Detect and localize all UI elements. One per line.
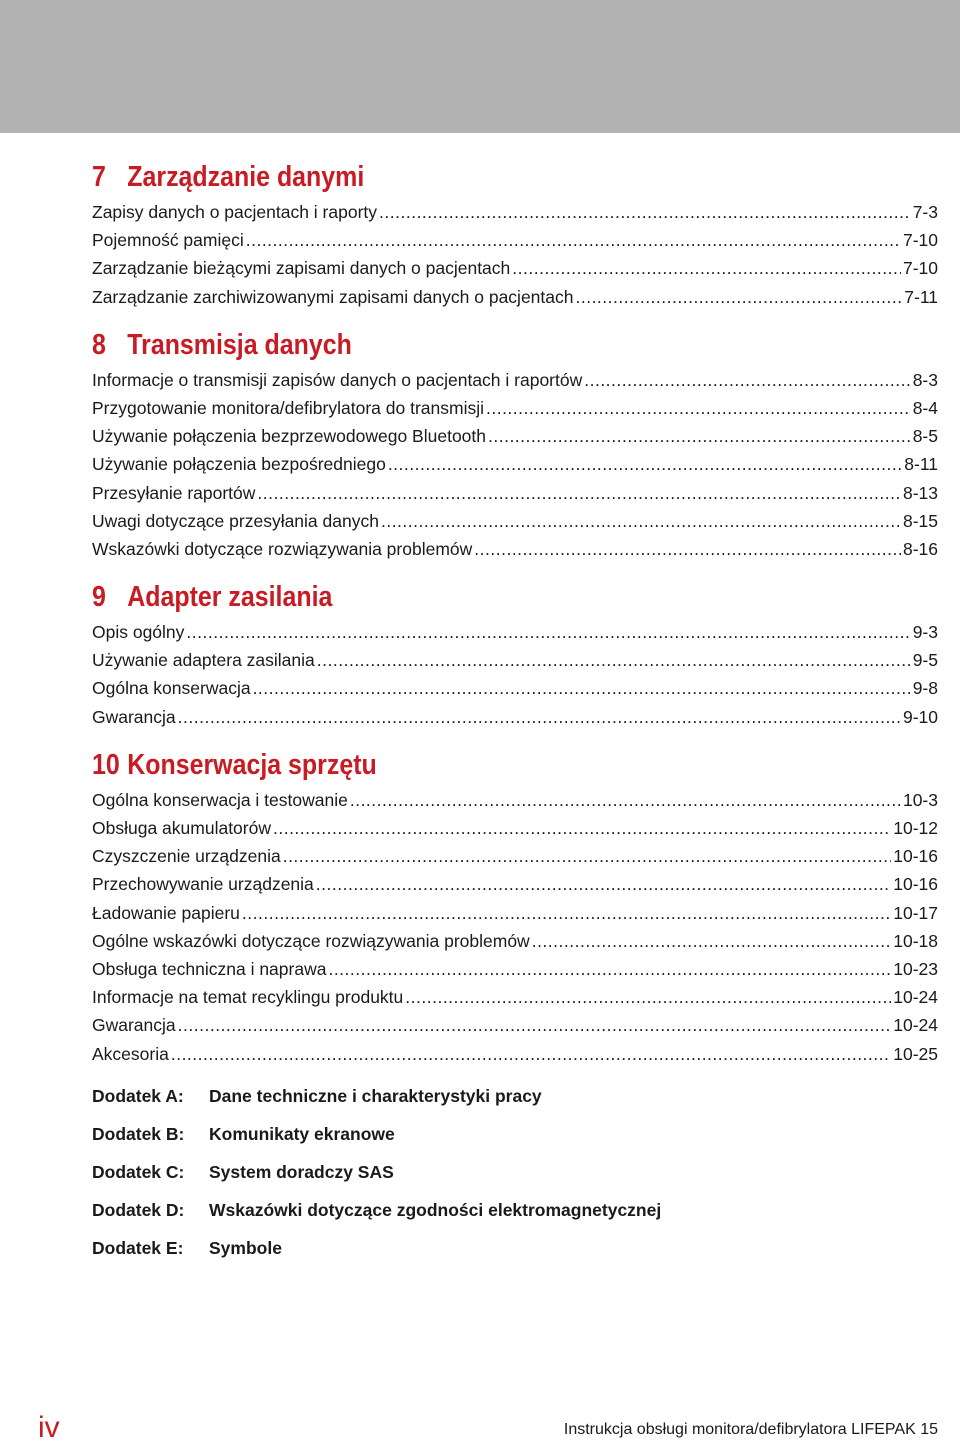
toc-entry[interactable] (92, 927, 938, 955)
toc-entry[interactable] (92, 646, 938, 674)
chapter-number: 8 (92, 328, 106, 361)
appendix-label: Dodatek A: (92, 1086, 184, 1106)
toc-entry-title[interactable]: Opis ogólny (92, 622, 185, 643)
toc-entry-title[interactable]: Używanie połączenia bezpośredniego (92, 454, 386, 475)
toc-entry-page[interactable]: 10-17 (893, 902, 938, 923)
dot-leader (171, 1040, 891, 1068)
appendix-entry[interactable] (92, 1233, 938, 1271)
chapter-9 (92, 578, 938, 731)
toc-entry-title[interactable]: Ogólne wskazówki dotyczące rozwiązywania problemów (92, 930, 530, 951)
toc-entry-page[interactable]: 10-12 (893, 818, 938, 838)
appendix-title[interactable]: Dane techniczne i charakterystyki pracy (209, 1086, 542, 1106)
appendix-label: Dodatek C: (92, 1162, 185, 1182)
chapter-title: Zarządzanie danymi (127, 161, 365, 193)
toc-entry[interactable] (92, 870, 938, 898)
toc-entry-title[interactable]: Ogólna konserwacja i testowanie (92, 789, 348, 810)
toc-entry[interactable] (92, 198, 938, 226)
toc-entry-page[interactable]: 7-3 (912, 202, 938, 222)
dot-leader (178, 1011, 892, 1039)
appendix-label: Dodatek D: (92, 1200, 185, 1220)
dot-leader (178, 703, 901, 731)
toc-entry[interactable] (92, 983, 938, 1011)
toc-entry-page[interactable]: 8-16 (902, 538, 938, 559)
dot-leader (381, 507, 901, 535)
dot-leader (350, 786, 901, 814)
toc-entry-page[interactable]: 10-24 (893, 1015, 938, 1036)
chapter-number: 10 (92, 748, 120, 781)
toc-entry-page[interactable]: 8-4 (912, 397, 938, 418)
chapter-10 (92, 746, 938, 1068)
toc-entry[interactable] (92, 394, 938, 422)
toc-entry[interactable] (92, 450, 938, 478)
toc-entry-title[interactable]: Gwarancja (92, 706, 176, 727)
toc-entry-page[interactable]: 10-18 (893, 930, 938, 951)
toc-entry-page[interactable]: 9-3 (912, 622, 938, 643)
dot-leader (474, 535, 901, 563)
dot-leader (512, 254, 901, 282)
appendix-entry[interactable] (92, 1195, 938, 1233)
toc-entry-page[interactable]: 8-13 (902, 482, 938, 503)
dot-leader (257, 479, 901, 507)
appendix-title[interactable]: Symbole (209, 1238, 282, 1258)
toc-entry[interactable] (92, 535, 938, 563)
dot-leader (379, 198, 911, 226)
appendix-title[interactable]: Wskazówki dotyczące zgodności elektromagnetycznej (209, 1200, 662, 1220)
toc-entry-title[interactable]: Informacje o transmisji zapisów danych o pacjentach i raportów (92, 369, 583, 390)
toc-entry-title[interactable]: Uwagi dotyczące przesyłania danych (92, 510, 379, 531)
appendix-title[interactable]: System doradczy SAS (209, 1162, 394, 1182)
chapter-7 (92, 158, 938, 311)
chapter-number: 7 (92, 161, 106, 193)
chapter-heading (92, 158, 820, 196)
dot-leader (388, 450, 902, 478)
dot-leader (405, 983, 891, 1011)
toc-entry-page[interactable]: 7-10 (902, 258, 938, 279)
toc-entry[interactable] (92, 283, 938, 311)
toc-entry[interactable] (92, 226, 938, 254)
toc-entry[interactable] (92, 814, 938, 842)
toc-entry-page[interactable]: 7-10 (902, 230, 938, 251)
toc-entry[interactable] (92, 1040, 938, 1068)
toc-entry-page[interactable]: 10-24 (893, 987, 938, 1008)
dot-leader (328, 955, 891, 983)
toc-entry-title[interactable]: Akcesoria (92, 1043, 169, 1064)
toc-entry-page[interactable]: 10-16 (893, 846, 938, 867)
toc-entry-title[interactable]: Obsługa akumulatorów (92, 818, 271, 838)
toc-entry-title[interactable]: Obsługa techniczna i naprawa (92, 958, 327, 979)
chapter-heading (92, 746, 820, 784)
toc-entry-title[interactable]: Ładowanie papieru (92, 902, 240, 923)
appendix-entry[interactable] (92, 1081, 938, 1119)
header-band (0, 0, 960, 133)
toc-entry[interactable] (92, 366, 938, 394)
table-of-contents (92, 158, 938, 1068)
toc-entry-page[interactable]: 9-8 (912, 678, 938, 699)
dot-leader (486, 394, 911, 422)
toc-entry-title[interactable]: Gwarancja (92, 1015, 176, 1036)
toc-entry-title[interactable]: Czyszczenie urządzenia (92, 846, 281, 867)
toc-entry-page[interactable]: 8-5 (912, 426, 938, 447)
footer-document-title: Instrukcja obsługi monitora/defibrylatora LIFEPAK 15 (563, 1421, 938, 1438)
dot-leader (584, 366, 910, 394)
chapter-number: 9 (92, 581, 106, 614)
appendix-list (92, 1081, 938, 1271)
dot-leader (273, 814, 891, 842)
toc-entry-title[interactable]: Zarządzanie zarchiwizowanymi zapisami danych o pacjentach (92, 286, 574, 307)
toc-entry-page[interactable]: 9-5 (912, 650, 938, 671)
toc-entry-page[interactable]: 8-15 (902, 510, 938, 531)
toc-entry[interactable] (92, 422, 938, 450)
toc-entry-title[interactable]: Zapisy danych o pacjentach i raporty (92, 202, 378, 222)
toc-entry[interactable] (92, 254, 938, 282)
toc-entry[interactable] (92, 1011, 938, 1039)
dot-leader (575, 283, 902, 311)
toc-entry-title[interactable]: Pojemność pamięci (92, 230, 244, 251)
dot-leader (532, 927, 892, 955)
chapter-heading (92, 578, 820, 616)
chapter-title: Transmisja danych (127, 328, 352, 361)
toc-entry-page[interactable]: 10-16 (893, 874, 938, 895)
dot-leader (316, 870, 891, 898)
toc-entry-page[interactable]: 10-23 (893, 958, 938, 979)
toc-entry-title[interactable]: Używanie połączenia bezprzewodowego Bluetooth (92, 426, 486, 447)
dot-leader (283, 842, 892, 870)
toc-entry[interactable] (92, 899, 938, 927)
toc-entry[interactable] (92, 786, 938, 814)
appendix-label: Dodatek B: (92, 1124, 185, 1144)
toc-entry[interactable] (92, 618, 938, 646)
toc-entry-page[interactable]: 8-11 (904, 454, 938, 475)
appendix-entry[interactable] (92, 1157, 938, 1195)
toc-entry-page[interactable]: 10-3 (902, 789, 938, 810)
toc-entry-title[interactable]: Przesyłanie raportów (92, 482, 256, 503)
chapter-title: Adapter zasilania (127, 581, 333, 614)
chapter-heading (92, 326, 820, 364)
toc-entry[interactable] (92, 842, 938, 870)
appendix-label: Dodatek E: (92, 1238, 184, 1258)
toc-entry-title[interactable]: Przechowywanie urządzenia (92, 874, 314, 895)
dot-leader (246, 226, 901, 254)
toc-entry-page[interactable]: 10-25 (893, 1043, 938, 1064)
toc-entry-title[interactable]: Przygotowanie monitora/defibrylatora do transmisji (92, 397, 484, 418)
toc-entry[interactable] (92, 955, 938, 983)
appendix-entry[interactable] (92, 1119, 938, 1157)
dot-leader (488, 422, 911, 450)
footer-page-number: iv (38, 1411, 60, 1444)
toc-entry-title[interactable]: Ogólna konserwacja (92, 678, 251, 699)
toc-entry[interactable] (92, 674, 938, 702)
toc-entry-page[interactable]: 7-11 (904, 286, 938, 307)
appendix-title[interactable]: Komunikaty ekranowe (209, 1124, 395, 1144)
toc-entry[interactable] (92, 507, 938, 535)
toc-entry-title[interactable]: Wskazówki dotyczące rozwiązywania problemów (92, 538, 473, 559)
dot-leader (317, 646, 911, 674)
dot-leader (186, 618, 910, 646)
dot-leader (253, 674, 911, 702)
chapter-8 (92, 326, 938, 563)
toc-entry-title[interactable]: Informacje na temat recyklingu produktu (92, 987, 404, 1008)
toc-entry-page[interactable]: 8-3 (912, 369, 938, 390)
toc-entry[interactable] (92, 479, 938, 507)
toc-entry[interactable] (92, 703, 938, 731)
toc-entry-page[interactable]: 9-10 (902, 706, 938, 727)
toc-entry-title[interactable]: Używanie adaptera zasilania (92, 650, 315, 671)
dot-leader (242, 899, 891, 927)
chapter-title: Konserwacja sprzętu (127, 748, 377, 781)
toc-entry-title[interactable]: Zarządzanie bieżącymi zapisami danych o pacjentach (92, 258, 511, 279)
